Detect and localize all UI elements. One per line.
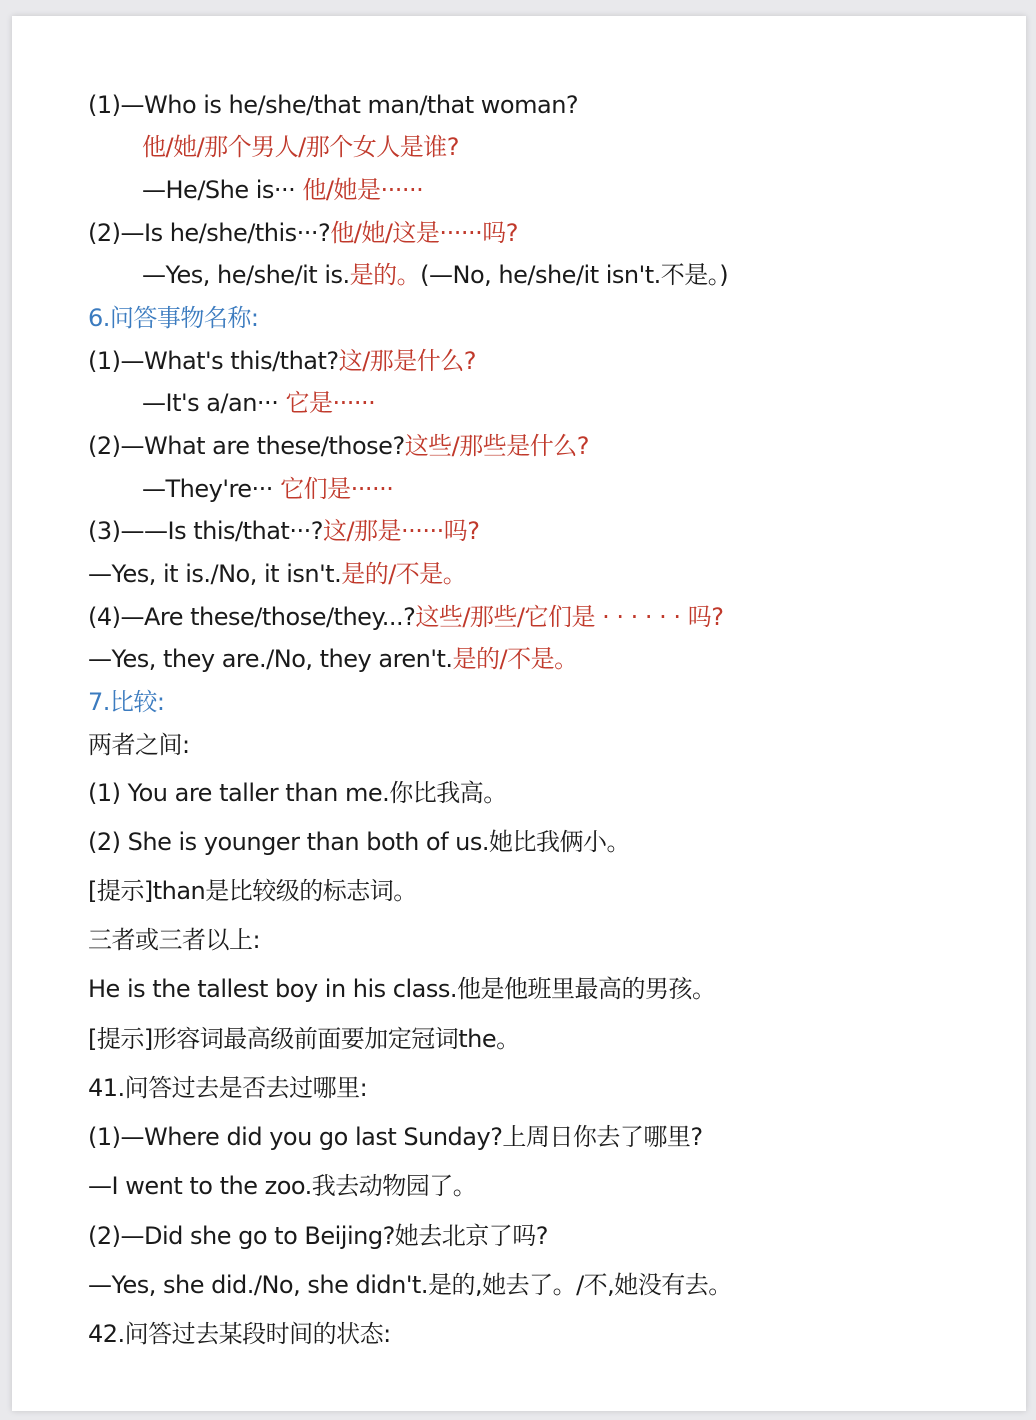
text-line	[142, 130, 459, 164]
english-text: (3)——Is this/that···?	[88, 517, 323, 545]
text-line: —I went to the zoo.我去动物园了。	[88, 1172, 477, 1200]
text-line	[88, 429, 589, 463]
text-line	[88, 216, 518, 250]
text-line	[88, 600, 723, 634]
text-line: (2) She is younger than both of us.她比我俩小。	[88, 828, 631, 856]
chinese-translation: 是的/不是。	[341, 560, 467, 588]
text-line	[142, 173, 423, 207]
text-line: —Yes, she did./No, she didn't.是的,她去了。/不,她没有去。	[88, 1271, 732, 1299]
english-text: —They're···	[142, 475, 273, 503]
text-line: (1) You are taller than me.你比我高。	[88, 779, 507, 807]
chinese-translation: 这/那是······吗?	[322, 517, 480, 545]
chinese-translation: 他/她/那个男人/那个女人是谁?	[142, 133, 459, 161]
text-line	[88, 557, 466, 591]
english-text: —He/She is···	[142, 176, 296, 204]
text-line: (1)—Where did you go last Sunday?上周日你去了哪里?	[88, 1123, 703, 1151]
text-line	[88, 514, 480, 548]
chinese-translation: 他/她/这是······吗?	[330, 219, 518, 247]
english-text: (2)—What are these/those?	[88, 432, 405, 460]
chinese-translation: 它是······	[278, 389, 376, 417]
english-text: (1)—What's this/that?	[88, 347, 339, 375]
chinese-translation: 它们是······	[272, 475, 394, 503]
english-text: —Yes, they are./No, they aren't.	[88, 645, 453, 673]
english-text: —Yes, he/she/it is.	[142, 261, 350, 289]
section-heading: 7.比较:	[88, 688, 165, 716]
text-line	[142, 258, 728, 292]
text-line	[88, 344, 476, 378]
text-line	[142, 386, 375, 420]
english-text: (1)—Who is he/she/that man/that woman?	[88, 91, 579, 119]
text-line	[88, 642, 578, 676]
english-text: (2)—Is he/she/this···?	[88, 219, 331, 247]
text-line	[88, 88, 578, 122]
english-text: —Yes, it is./No, it isn't.	[88, 560, 342, 588]
english-text: (—No, he/she/it isn't.不是。)	[420, 261, 729, 289]
tip-line: [提示]形容词最高级前面要加定冠词the。	[88, 1025, 520, 1053]
chinese-translation: 是的/不是。	[452, 645, 578, 673]
tip-line: [提示]than是比较级的标志词。	[88, 877, 417, 905]
section-heading: 42.问答过去某段时间的状态:	[88, 1320, 391, 1348]
text-line	[142, 472, 393, 506]
section-heading: 41.问答过去是否去过哪里:	[88, 1074, 368, 1102]
chinese-translation: 这些/那些是什么?	[404, 432, 590, 460]
english-text: (4)—Are these/those/they...?	[88, 603, 416, 631]
text-line: 三者或三者以上:	[88, 926, 261, 954]
chinese-translation: 是的。	[349, 261, 421, 289]
document-page	[12, 16, 1026, 1411]
english-text: —It's a/an···	[142, 389, 279, 417]
chinese-translation: 这些/那些/它们是 · · · · · · 吗?	[415, 603, 724, 631]
section-heading: 6.问答事物名称:	[88, 304, 259, 332]
chinese-translation: 他/她是······	[295, 176, 424, 204]
text-line: He is the tallest boy in his class.他是他班里最高的男孩。	[88, 975, 716, 1003]
chinese-translation: 这/那是什么?	[338, 347, 476, 375]
text-line: (2)—Did she go to Beijing?她去北京了吗?	[88, 1222, 549, 1250]
text-line: 两者之间:	[88, 731, 190, 759]
